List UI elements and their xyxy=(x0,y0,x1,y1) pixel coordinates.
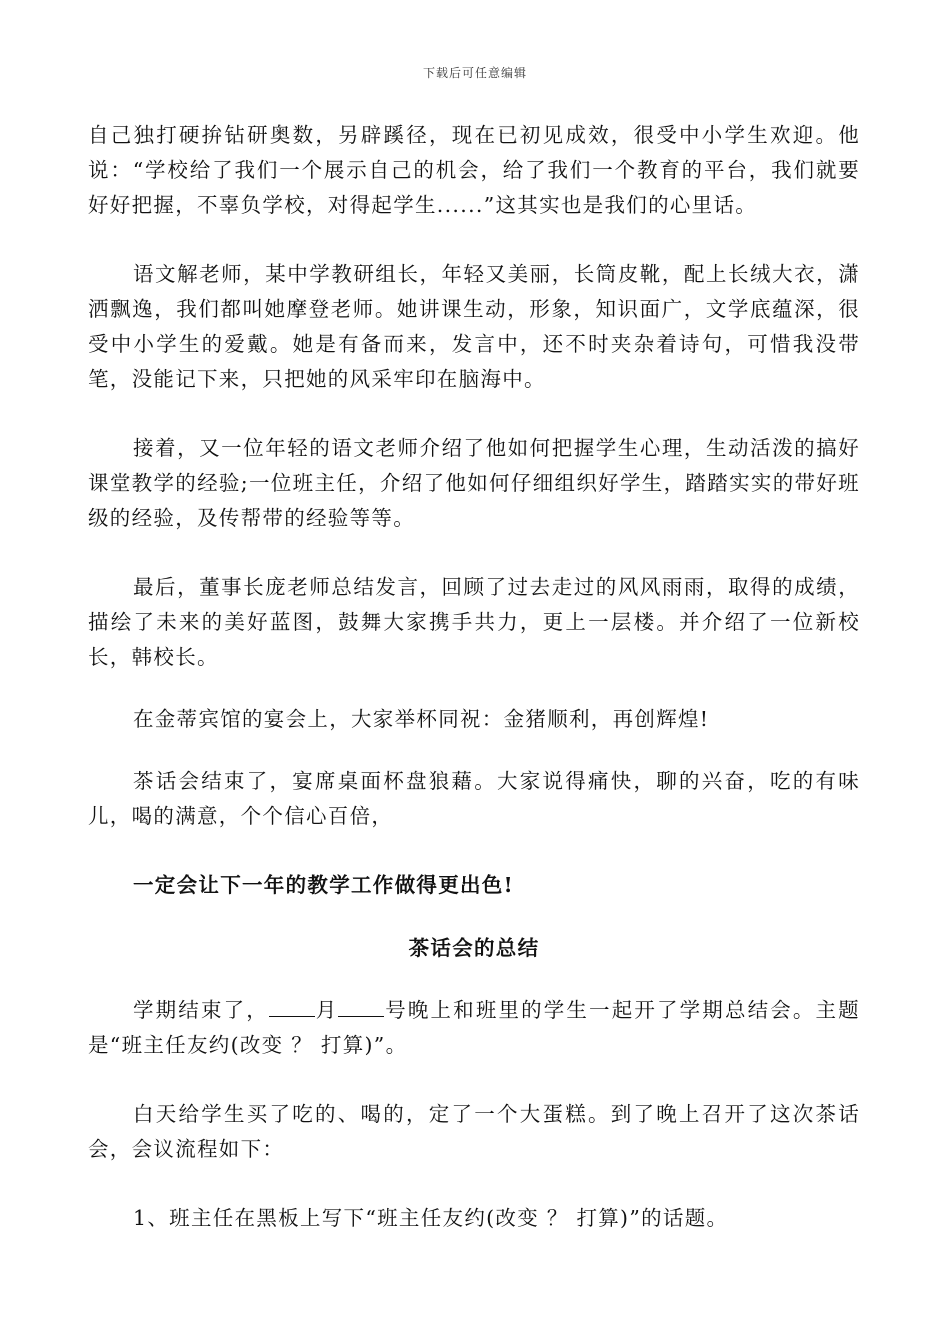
paragraph-math-teacher: 自己独打硬拚钻研奥数，另辟蹊径，现在已初见成效，很受中小学生欢迎。他说：“学校给了我们一个展示自己的机会，给了我们一个教育的平台，我们就要好好把握，不辜负学校，对得起学生......”这其实也是我们的心里话。 xyxy=(88,123,860,217)
paragraph-young-teacher: 接着，又一位年轻的语文老师介绍了他如何把握学生心理，生动活泼的搞好课堂教学的经验;一位班主任，介绍了他如何仔细组织好学生，踏踏实实的带好班级的经验，及传帮带的经验等等。 xyxy=(88,436,860,530)
document-body xyxy=(88,118,860,1236)
section-title: 茶话会的总结 xyxy=(408,936,540,960)
paragraph-chinese-teacher: 语文解老师，某中学教研组长，年轻又美丽，长筒皮靴，配上长绒大衣，潇洒飘逸，我们都叫她摩登老师。她讲课生动，形象，知识面广，文学底蕴深，很受中小学生的爱戴。她是有备而来，发言中，还不时夹杂着诗句，可惜我没带笔，没能记下来，只把她的风采牢印在脑海中。 xyxy=(88,262,860,391)
semester-text-month: 月 xyxy=(314,998,339,1022)
blank-line xyxy=(269,996,315,1017)
semester-text-start: 学期结束了， xyxy=(133,998,269,1022)
blank-line xyxy=(338,996,384,1017)
paragraph-preparation: 白天给学生买了吃的、喝的，定了一个大蛋糕。到了晚上召开了这次茶话会，会议流程如下： xyxy=(88,1102,860,1161)
paragraph-semester-end xyxy=(88,993,860,1063)
paragraph-banquet: 在金蒂宾馆的宴会上，大家举杯同祝：金猪顺利，再创辉煌! xyxy=(133,707,710,731)
paragraph-tea-party-end: 茶话会结束了，宴席桌面杯盘狼藉。大家说得痛快，聊的兴奋，吃的有味儿，喝的满意，个个信心百倍， xyxy=(88,769,860,828)
paragraph-closing-statement: 一定会让下一年的教学工作做得更出色! xyxy=(133,873,514,897)
header-note: 下载后可任意编辑 xyxy=(422,66,527,80)
semester-text-end: 号晚上和班里的学生一起开了学期总结会。主题是“班主任友约(改变 ？ 打算)”。 xyxy=(88,998,860,1057)
paragraph-step-one: 1、班主任在黑板上写下“班主任友约(改变 ？ 打算)”的话题。 xyxy=(133,1206,729,1230)
paragraph-chairman-summary: 最后，董事长庞老师总结发言，回顾了过去走过的风风雨雨，取得的成绩，描绘了未来的美好蓝图，鼓舞大家携手共力，更上一层楼。并介绍了一位新校长，韩校长。 xyxy=(88,575,860,669)
